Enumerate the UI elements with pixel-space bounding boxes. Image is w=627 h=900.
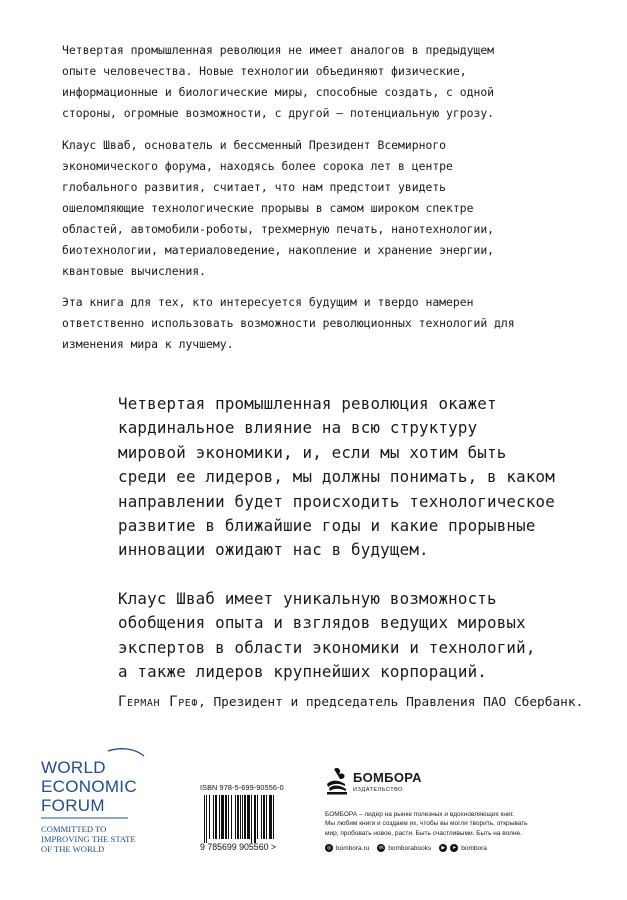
barcode-bar	[215, 795, 217, 839]
barcode-digits: 9 785699 905560 >	[200, 842, 277, 852]
link-website[interactable]: bombora.ru	[336, 844, 370, 852]
barcode-bar	[263, 795, 265, 839]
barcode-bar	[204, 795, 205, 843]
publisher-subtitle: ИЗДАТЕЛЬСТВО	[353, 787, 404, 793]
barcode-bar	[266, 795, 267, 839]
wef-line-3: FORUM	[41, 796, 105, 815]
barcode	[200, 794, 312, 852]
publisher-links	[325, 844, 492, 852]
isbn-label: ISBN 978-5-699-90556-0	[200, 783, 284, 792]
attribution-role: , Президент и председатель Правления ПАО Сбербанк.	[198, 695, 584, 710]
barcode-bar	[213, 795, 214, 839]
link-vk[interactable]: bomborabooks	[388, 844, 432, 852]
barcode-bar	[225, 795, 227, 839]
publisher-description: БОМБОРА – лидер на рынке полезных и вдохновляющих книг. Мы любим книги и создаем их, чтобы вы могли творить, открывать мир, пробовать новое, расти. Быть счастливыми. Быть на волне.	[325, 811, 528, 837]
barcode-bar	[209, 795, 210, 839]
barcode-bar	[273, 795, 274, 839]
instagram-icon: ◎	[326, 845, 332, 851]
barcode-bar	[269, 795, 272, 839]
barcode-bar	[219, 795, 220, 839]
wef-line-2: ECONOMIC	[41, 777, 137, 796]
intro-text	[62, 40, 582, 366]
wef-logo-block	[36, 746, 176, 854]
intro-paragraph-2: Клаус Шваб, основатель и бессменный Президент Всемирного экономического форума, находясь более сорока лет в центре глобального развития, считает, что нам предстоит увидеть ошеломляющие технологические прорывы в самом широком спектре областей, автомобили-роботы, трехмерную печать, нанотехнологии, биотехнологии, материаловедение, накопление и хранение энергии, квантовые вычисления.	[62, 137, 495, 278]
barcode-bar	[235, 795, 236, 839]
telegram-icon: ➤	[452, 845, 457, 851]
wef-tagline: COMMITTED TO IMPROVING THE STATE OF THE WORLD	[41, 824, 136, 854]
vk-icon: vk	[378, 845, 384, 851]
youtube-icon: ▶	[439, 844, 447, 852]
isbn-block	[200, 783, 312, 852]
quote-attribution	[118, 694, 583, 710]
wef-logo	[36, 746, 176, 822]
barcode-bar	[231, 795, 232, 839]
barcode-bar	[247, 795, 250, 839]
barcode-bar	[261, 795, 262, 839]
wef-line-1: WORLD	[41, 758, 106, 777]
quote-block	[118, 392, 578, 708]
barcode-bar	[257, 795, 258, 839]
barcode-bar	[206, 795, 207, 843]
barcode-bar	[242, 795, 243, 839]
barcode-bar	[240, 795, 241, 839]
barcode-bar	[221, 795, 224, 839]
attribution-name: Герман Греф	[118, 694, 199, 710]
barcode-bar	[237, 795, 239, 839]
barcode-bar	[254, 795, 256, 843]
publisher-name: БОМБОРА	[353, 770, 422, 785]
barcode-bar	[244, 795, 246, 839]
intro-paragraph-3: Эта книга для тех, кто интересуется будущим и твердо намерен ответственно использовать возможности революционных технологий для изменения мира к лучшему.	[62, 295, 515, 351]
bombora-logo-icon	[325, 766, 349, 798]
quote-paragraph-2: Клаус Шваб имеет уникальную возможность обобщения опыта и взглядов ведущих мировых экспертов в области экономики и технологий, а также лидеров крупнейших корпораций.	[118, 588, 536, 682]
intro-paragraph-1: Четвертая промышленная революция не имеет аналогов в предыдущем опыте человечества. Новые технологии объединяют физические, информационные и биологические миры, способные создать, с одной стороны, огромные возможности, с другой – потенциальную угрозу.	[62, 43, 495, 120]
quote-paragraph-1: Четвертая промышленная революция окажет кардинальное влияние на всю структуру мировой экономики, и, если мы хотим быть среди ее лидеров, мы должны понимать, в каком направлении будет происходить технологическое развитие в ближайшие годы и какие прорывные инновации ожидают нас в будущем.	[118, 394, 555, 560]
link-social[interactable]: bombora	[461, 844, 487, 852]
barcode-bar	[251, 795, 252, 843]
barcode-bar	[228, 795, 229, 839]
